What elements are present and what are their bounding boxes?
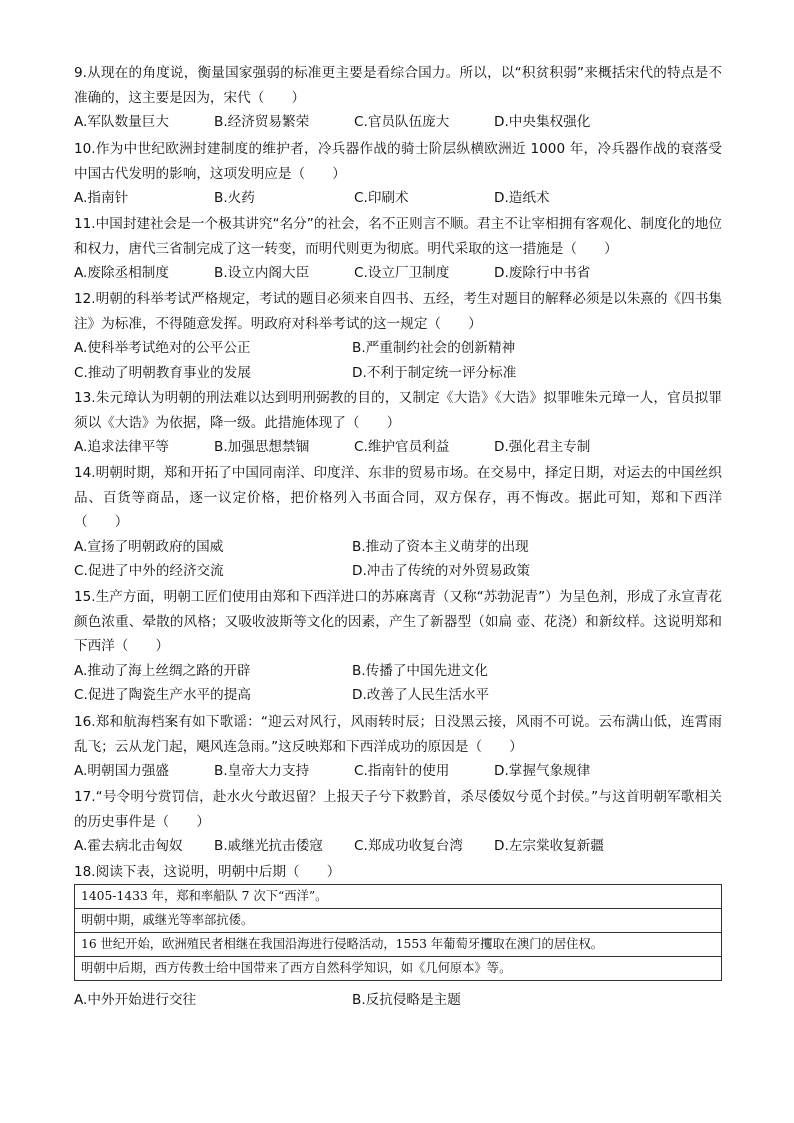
option-c[interactable]: C.促进了中外的经济交流 — [74, 563, 224, 579]
option-d[interactable]: D.强化君主专制 — [494, 439, 591, 455]
table-cell: 明朝中后期，西方传教士给中国带来了西方自然科学知识，如《几何原本》等。 — [75, 957, 722, 981]
table-cell: 明朝中期，戚继光等率部抗倭。 — [75, 909, 722, 933]
option-b[interactable]: B.反抗侵略是主题 — [352, 992, 461, 1008]
option-d[interactable]: D.中央集权强化 — [494, 114, 591, 130]
option-b[interactable]: B.设立内阁大臣 — [214, 265, 310, 281]
question-13 — [74, 386, 722, 460]
question-stem: 14.明朝时期，郑和开拓了中国同南洋、印度洋、东非的贸易市场。在交易中，择定日期，对运去的中国丝织品、百货等商品，逐一议定价格，把价格列入书面合同，双方保存，再不悔改。据此可知，郑和下西洋（ ） — [74, 465, 722, 530]
option-d[interactable]: D.改善了人民生活水平 — [352, 687, 490, 703]
option-c[interactable]: C.印刷术 — [354, 190, 409, 206]
option-a[interactable]: A.废除丞相制度 — [74, 265, 169, 281]
option-b[interactable]: B.推动了资本主义萌芽的出现 — [352, 538, 529, 555]
option-d[interactable]: D.造纸术 — [494, 190, 550, 206]
question-stem: 12.明朝的科举考试严格规定，考试的题目必须来自四书、五经，考生对题目的解释必须是以朱熹的《四书集注》为标准，不得随意发挥。明政府对科举考试的这一规定（ ） — [74, 291, 722, 332]
option-c[interactable]: C.推动了明朝教育事业的发展 — [74, 364, 251, 381]
option-d[interactable]: D.废除行中书省 — [494, 265, 591, 281]
question-18-options — [74, 988, 722, 1013]
option-b[interactable]: B.戚继光抗击倭寇 — [214, 838, 323, 854]
option-b[interactable]: B.皇帝大力支持 — [214, 763, 310, 779]
option-a[interactable]: A.明朝国力强盛 — [74, 763, 169, 779]
option-c[interactable]: C.促进了陶瓷生产水平的提高 — [74, 687, 251, 703]
question-14 — [74, 461, 722, 584]
table-row — [75, 933, 722, 957]
question-12 — [74, 287, 722, 385]
option-a[interactable]: A.推动了海上丝绸之路的开辟 — [74, 662, 251, 679]
table-cell: 1405-1433 年，郑和率船队 7 次下“西洋”。 — [75, 885, 722, 909]
question-stem: 16.郑和航海档案有如下歌谣：“迎云对风行，风雨转时辰；日没黑云接，风雨不可说。云布满山低，连霄雨乱飞；云从龙门起，飓风连急雨。”这反映郑和下西洋成功的原因是（ ） — [74, 714, 722, 755]
option-c[interactable]: C.指南针的使用 — [354, 763, 450, 779]
option-b[interactable]: B.火药 — [214, 190, 255, 206]
option-a[interactable]: A.指南针 — [74, 190, 129, 206]
option-b[interactable]: B.传播了中国先进文化 — [352, 662, 488, 679]
question-stem: 18.阅读下表，这说明，明朝中后期（ ） — [74, 864, 341, 880]
question-18-table — [74, 884, 722, 981]
option-c[interactable]: C.维护官员利益 — [354, 439, 450, 455]
option-c[interactable]: C.郑成功收复台湾 — [354, 838, 463, 854]
option-d[interactable]: D.掌握气象规律 — [494, 763, 591, 779]
option-a[interactable]: A.中外开始进行交往 — [74, 992, 197, 1008]
question-stem: 15.生产方面，明朝工匠们使用由郑和下西洋进口的苏麻离青（又称“苏勃泥青”）为呈色剂，形成了永宣青花颜色浓重、晕散的风格；又吸收波斯等文化的因素，产生了新器型（如扁 壶、花浇）和新纹样。这说明郑和下西洋（ ） — [74, 589, 722, 654]
option-c[interactable]: C.官员队伍庞大 — [354, 114, 450, 130]
question-16 — [74, 710, 722, 784]
option-b[interactable]: B.严重制约社会的创新精神 — [352, 340, 516, 356]
table-row — [75, 909, 722, 933]
question-stem: 13.朱元璋认为明朝的刑法难以达到明刑弼教的目的，又制定《大诰》《大诰》拟罪唯朱元璋一人，官员拟罪须以《大诰》为依据，降一级。此措施体现了（ ） — [74, 390, 722, 431]
table-row — [75, 885, 722, 909]
question-stem: 9.从现在的角度说，衡量国家强弱的标准更主要是看综合国力。所以，以“积贫积弱”来概括宋代的特点是不准确的，这主要是因为，宋代（ ） — [74, 65, 722, 106]
option-a[interactable]: A.使科举考试绝对的公平公正 — [74, 340, 251, 356]
question-stem: 17.“号令明兮赏罚信，赴水火兮敢迟留？上报天子兮下救黔首，杀尽倭奴兮觅个封侯。”与这首明朝军歌相关的历史事件是（ ） — [74, 789, 722, 830]
table-cell: 16 世纪开始，欧洲殖民者相继在我国沿海进行侵略活动，1553 年葡萄牙攫取在澳门的居住权。 — [75, 933, 722, 957]
question-18 — [74, 860, 722, 885]
option-a[interactable]: A.军队数量巨大 — [74, 114, 169, 130]
option-d[interactable]: D.不利于制定统一评分标准 — [352, 364, 517, 381]
option-b[interactable]: B.经济贸易繁荣 — [214, 114, 310, 130]
table-row — [75, 957, 722, 981]
question-9 — [74, 61, 722, 135]
option-d[interactable]: D.左宗棠收复新疆 — [494, 838, 604, 854]
question-11 — [74, 212, 722, 286]
option-a[interactable]: A.追求法律平等 — [74, 439, 169, 455]
option-b[interactable]: B.加强思想禁锢 — [214, 439, 310, 455]
option-a[interactable]: A.霍去病北击匈奴 — [74, 838, 183, 854]
question-15 — [74, 585, 722, 708]
option-d[interactable]: D.冲击了传统的对外贸易政策 — [352, 563, 530, 579]
option-c[interactable]: C.设立厂卫制度 — [354, 265, 450, 281]
question-17 — [74, 785, 722, 859]
question-stem: 10.作为中世纪欧洲封建制度的维护者，冷兵器作战的骑士阶层纵横欧洲近 1000 年，冷兵器作战的衰落受中国古代发明的影响，这项发明应是（ ） — [74, 141, 722, 182]
question-10 — [74, 137, 722, 211]
question-stem: 11.中国封建社会是一个极其讲究“名分”的社会，名不正则言不顺。君主不让宰相拥有客观化、制度化的地位和权力，唐代三省制完成了这一转变，而明代则更为彻底。明代采取的这一措施是（ ） — [74, 216, 722, 257]
option-a[interactable]: A.宣扬了明朝政府的国威 — [74, 538, 224, 555]
